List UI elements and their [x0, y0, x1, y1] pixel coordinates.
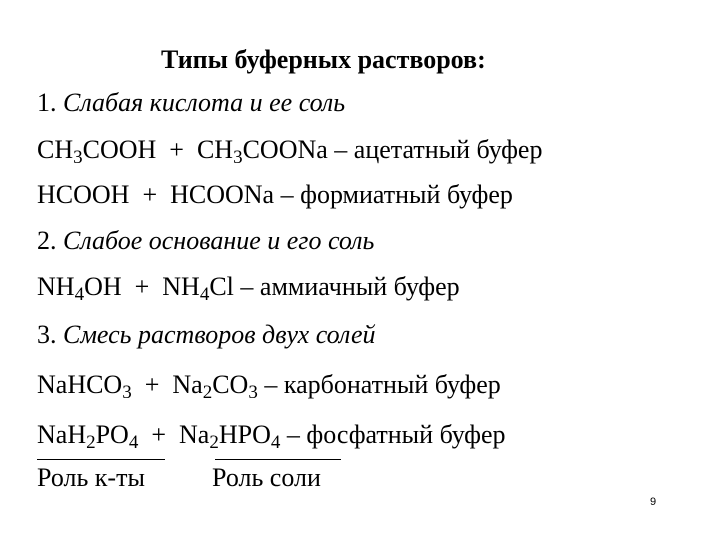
section-2-heading	[37, 226, 374, 256]
formula-subscript: 2	[86, 432, 96, 453]
formula-subscript: 4	[270, 432, 281, 453]
slide-title: Типы буферных растворов:	[161, 45, 486, 74]
section-3-text: Смесь растворов двух солей	[63, 320, 376, 349]
formula-part: NaH	[37, 420, 87, 449]
section-1-text: Слабая кислота и ее соль	[63, 88, 346, 117]
formula-part: CH	[37, 135, 74, 164]
section-3-heading	[37, 320, 376, 350]
formula-subscript: 3	[248, 382, 258, 403]
section-3-number: 3.	[37, 320, 57, 349]
page-number: 9	[650, 496, 657, 508]
formula-part: – карбонатный буфер	[257, 370, 501, 399]
section-1-number: 1.	[37, 88, 57, 117]
formula-subscript: 2	[209, 432, 219, 453]
formula-subscript: 4	[128, 432, 139, 453]
formula-part: COOH + CH	[82, 135, 234, 164]
ammonia-buffer-line	[37, 272, 460, 305]
section-2-number: 2.	[37, 226, 57, 255]
formula-subscript: 3	[122, 382, 132, 403]
salt-role-underline	[215, 459, 341, 460]
formula-subscript: 4	[74, 284, 85, 305]
formula-part: + Na	[138, 420, 210, 449]
formula-part: NH	[37, 272, 75, 301]
section-2-text: Слабое основание и его соль	[63, 226, 375, 255]
formula-part: Cl – аммиачный буфер	[209, 272, 460, 301]
formula-part: CO	[212, 370, 249, 399]
formula-part: PO	[95, 420, 129, 449]
acid-role-label: Роль к-ты	[37, 463, 145, 492]
phosphate-buffer-line	[37, 420, 506, 453]
section-1-heading	[37, 88, 345, 118]
formula-part: COONa – ацетатный буфер	[242, 135, 543, 164]
formula-subscript: 3	[233, 147, 243, 168]
formula-part: OH + NH	[84, 272, 200, 301]
formate-buffer-line: HCOOH + HCOONa – формиатный буфер	[37, 180, 513, 209]
salt-role-label: Роль соли	[212, 463, 321, 492]
formula-part: NaHCO	[37, 370, 123, 399]
formula-subscript: 4	[199, 284, 210, 305]
formula-part: + Na	[131, 370, 203, 399]
formula-part: – фосфатный буфер	[280, 420, 506, 449]
formula-subscript: 3	[73, 147, 83, 168]
formula-subscript: 2	[202, 382, 213, 403]
acid-role-underline	[37, 459, 165, 460]
acetate-buffer-line	[37, 135, 543, 168]
carbonate-buffer-line	[37, 370, 501, 403]
formula-part: HPO	[218, 420, 271, 449]
